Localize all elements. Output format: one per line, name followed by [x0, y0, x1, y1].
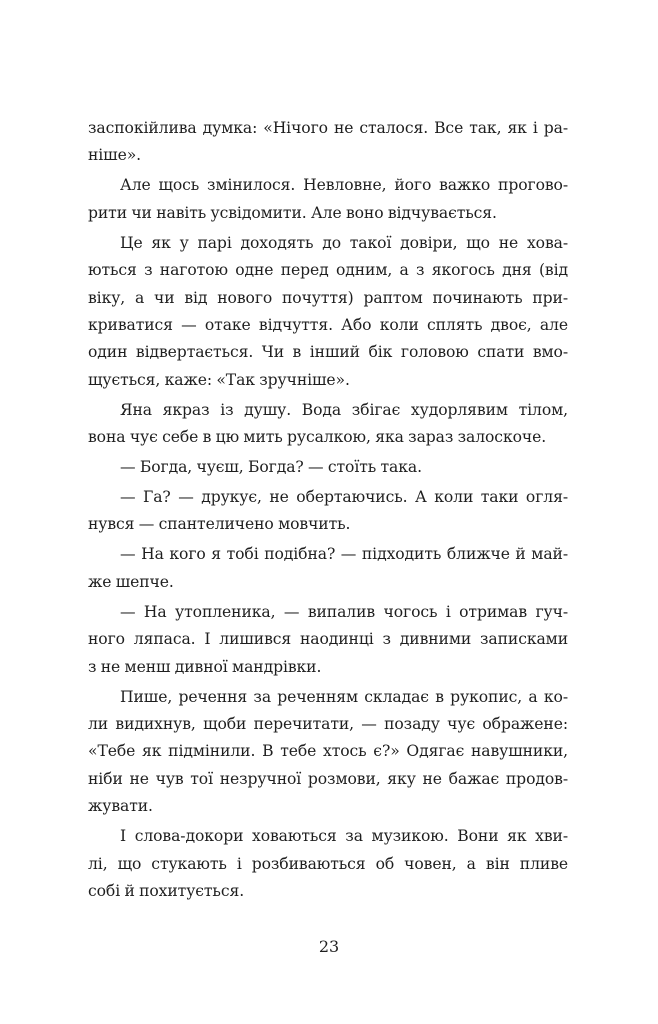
- paragraph-10: [88, 823, 568, 905]
- paragraph-7: [88, 541, 568, 596]
- paragraph-4: [88, 397, 568, 452]
- text-line: собі й похитується.: [88, 881, 245, 900]
- paragraph-2: [88, 172, 568, 227]
- paragraph-1: [88, 115, 568, 170]
- text-line: же шепче.: [88, 572, 174, 591]
- text-line: один відвертається. Чи в інший бік головою спати вмо-: [88, 343, 568, 362]
- text-line: Яна якраз із душу. Вода збігає худорлявим тілом,: [120, 400, 568, 419]
- text-line: І слова-докори ховаються за музикою. Вони як хви-: [120, 827, 568, 846]
- paragraph-9: [88, 684, 568, 821]
- text-line: Але щось змінилося. Невловне, його важко прогово-: [120, 176, 568, 195]
- paragraph-6: [88, 484, 568, 539]
- paragraph-5: [88, 454, 568, 481]
- text-line: ного ляпаса. І лишився наодинці з дивними записками: [88, 630, 568, 649]
- text-line: ються з наготою одне перед одним, а з якогось дня (від: [88, 261, 568, 280]
- text-line: ли видихнув, щоби перечитати, — позаду чує ображене:: [88, 714, 568, 733]
- text-line: рити чи навіть усвідомити. Але воно відчувається.: [88, 203, 497, 222]
- text-line: нувся — спантеличено мовчить.: [88, 515, 351, 534]
- paragraph-8: [88, 599, 568, 681]
- text-line: — На утопленика, — випалив чогось і отримав гуч-: [120, 602, 568, 621]
- text-line: — На кого я тобі подібна? — підходить ближче й май-: [120, 545, 568, 564]
- text-line: ніше».: [88, 146, 142, 165]
- paragraph-3: [88, 230, 568, 394]
- text-line: щується, каже: «Так зручніше».: [88, 370, 350, 389]
- text-line: жувати.: [88, 797, 153, 816]
- text-line: з не менш дивної мандрівки.: [88, 657, 322, 676]
- text-line: Це як у парі доходять до такої довіри, що не хова-: [120, 233, 568, 252]
- text-line: вона чує себе в цю мить русалкою, яка зараз залоскоче.: [88, 428, 547, 447]
- text-line: криватися — отаке відчуття. Або коли сплять двоє, але: [88, 315, 568, 334]
- body-text: [88, 115, 568, 908]
- text-line: — Га? — друкує, не обертаючись. А коли таки огля-: [120, 488, 568, 507]
- text-line: заспокійлива думка: «Нічого не сталося. Все так, як і ра-: [88, 119, 568, 137]
- text-line: «Тебе як підмінили. В тебе хтось є?» Одягає навушники,: [88, 742, 568, 761]
- text-line: Пише, речення за реченням складає в рукопис, а ко-: [120, 687, 568, 706]
- text-line: лі, що стукають і розбиваються об човен, а він пливе: [88, 854, 568, 873]
- text-line: ніби не чув тої незручної розмови, яку не бажає продов-: [88, 769, 568, 788]
- text-line: віку, а чи від нового почуття) раптом починають при-: [88, 288, 568, 307]
- text-line: — Богда, чуєш, Богда? — стоїть така.: [120, 458, 422, 477]
- page-number: 23: [318, 937, 340, 956]
